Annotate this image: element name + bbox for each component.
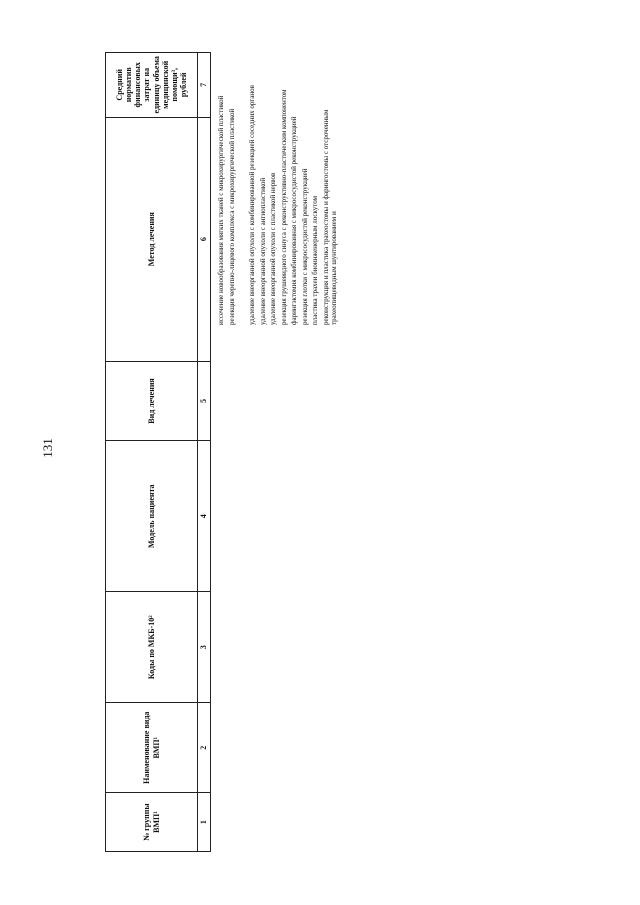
header-vmp-name: Наименование вида ВМП¹ [106,703,198,793]
header-financial-norm: Средний норматив финансовых затрат на единицу объема медицинской помощи³, рублей [106,53,198,118]
treatment-methods-list [217,55,341,325]
method-item: резекция черепно-лицевого комплекса с микрохирургической пластикой [227,108,236,325]
method-item: пластика трахеи биоинженерным лоскутом [311,195,320,325]
page-number: 131 [39,438,55,458]
column-number-3: 3 [198,592,211,703]
header-table [105,52,211,852]
method-item: удаление внеорганной опухоли с комбинированной резекцией соседних органов [248,85,257,325]
column-number-1: 1 [198,793,211,852]
method-item: удаление внеорганной опухоли с ангиопластикой [258,177,267,325]
header-patient-model: Модель пациента [106,441,198,592]
method-item: фарингэктомия комбинированная с микрососудистой реконструкцией [290,116,299,325]
header-icd-codes: Коды по МКБ-10² [106,592,198,703]
column-number-4: 4 [198,441,211,592]
column-number-7: 7 [198,53,211,118]
method-item: удаление внеорганной опухоли с пластикой нервов [269,172,278,325]
method-item: реконструкция и пластика трахеостомы и фарингостомы с отсроченным трахеопищеводным шунтированием и [321,109,339,325]
method-item: иссечение новообразования мягких тканей с микрохирургической пластикой [217,95,225,325]
column-number-5: 5 [198,361,211,440]
rotated-page-content [105,52,339,852]
column-number-2: 2 [198,703,211,793]
header-group-number: № группы ВМП¹ [106,793,198,852]
method-item: резекция глотки с микрососудистой реконструкцией [300,168,309,325]
header-treatment-type: Вид лечения [106,361,198,440]
method-item: резекция грушевидного синуса с реконструктивно-пластическим компонентом [279,89,288,325]
header-treatment-method: Метод лечения [106,117,198,361]
column-number-6: 6 [198,117,211,361]
